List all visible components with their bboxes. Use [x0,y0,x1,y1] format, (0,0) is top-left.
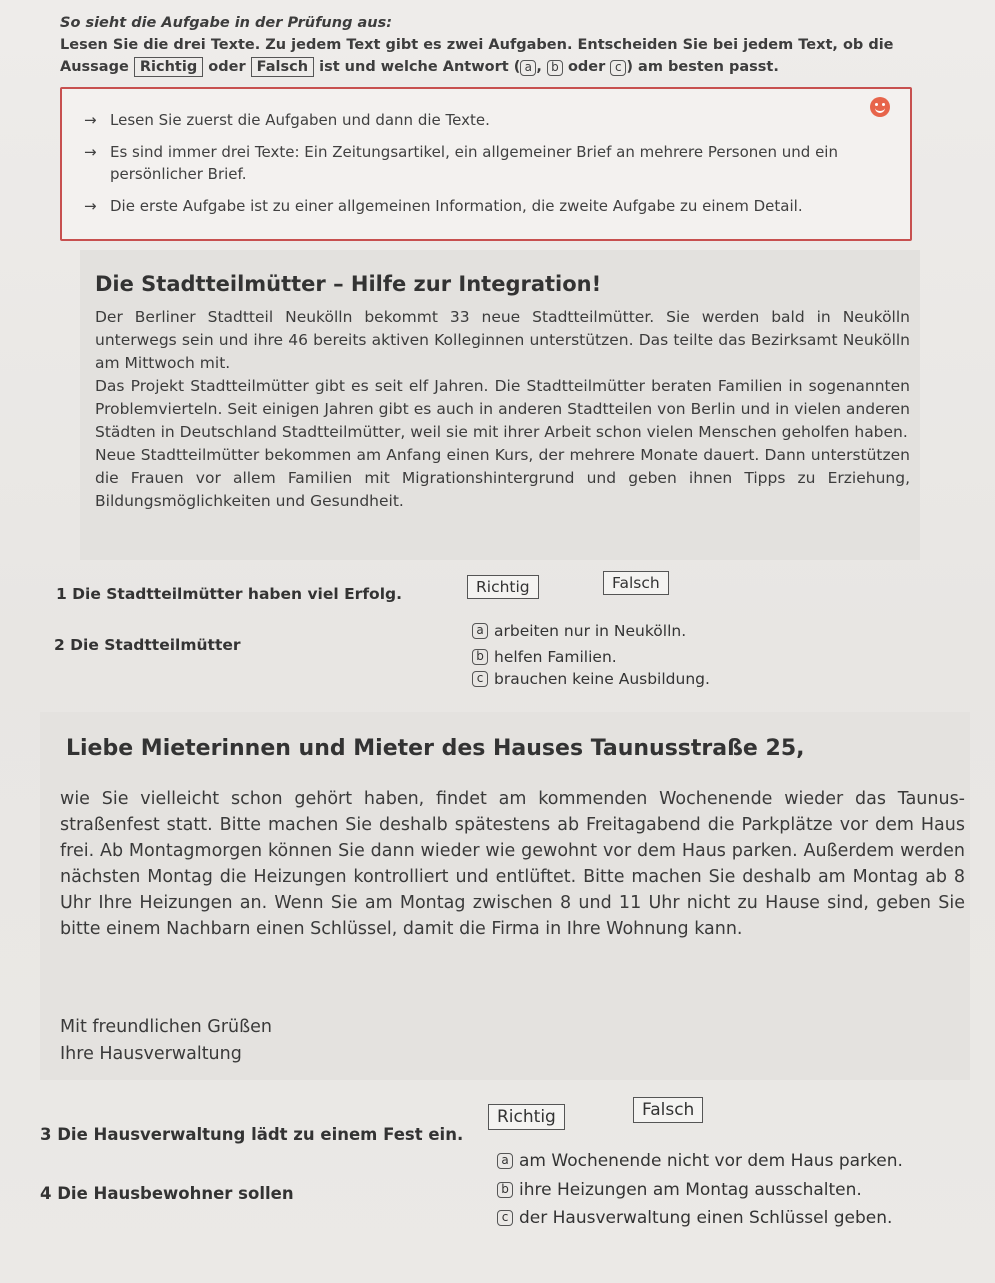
option-c-marker: c [610,60,626,76]
option-text: arbeiten nur in Neukölln. [494,622,687,640]
instr-text: oder [567,59,606,75]
instructions-heading: So sieht die Aufgabe in der Prüfung aus: [60,15,393,31]
article-body [95,306,910,513]
option-b-marker: b [497,1182,513,1198]
task-1-richtig-button[interactable]: Richtig [467,575,539,599]
article-paragraph: Das Projekt Stadtteilmütter gibt es seit elf Jahren. Die Stadtteilmütter beraten Familien in sogenannten Problemvierteln. Seit einigen Jahren gibt es auch in anderen Stadtteilen von Berlin und in vielen anderen Städten in Deutschland Stadtteilmütter, weil sie mit ihrer Arbeit schon vielen Menschen geholfen haben. [95,377,910,441]
tip-item [84,141,900,185]
letter-body [60,786,965,942]
option-text: ihre Heizungen am Montag ausschalten. [519,1180,862,1200]
task-1-falsch-button[interactable]: Falsch [603,571,669,595]
instr-text: ) am besten passt. [626,59,779,75]
tips-box [60,87,912,241]
article-paragraph: Neue Stadtteilmütter bekommen am Anfang einen Kurs, der mehrere Monate dauert. Dann unterstützen die Frauen vor allem Familien mit Migrationshintergrund und geben ihnen Tipps zu Erziehung, Bildungsmöglichkeiten und Gesundheit. [95,446,910,510]
option-b-marker: b [547,60,563,76]
letter-closing [60,1014,272,1068]
article-paragraph: Der Berliner Stadtteil Neukölln bekommt 33 neue Stadtteilmütter. Sie werden bald in Neukölln unterwegs sein und ihre 46 bereits aktiven Kolleginnen unterstützen. Das teilte das Bezirksamt Neukölln am Mittwoch mit. [95,308,910,372]
arrow-right-icon: → [84,197,97,215]
task-4-statement: 4 Die Hausbewohner sollen [40,1184,294,1203]
tip-text: Lesen Sie zuerst die Aufgaben und dann die Texte. [110,111,490,129]
falsch-box-word: Falsch [251,57,314,77]
tip-text: Die erste Aufgabe ist zu einer allgemeinen Information, die zweite Aufgabe zu einem Detail. [110,197,803,215]
option-a-marker: a [497,1153,513,1169]
option-a-marker: a [472,623,488,639]
task-2-option-b[interactable] [472,648,617,666]
option-text: brauchen keine Ausbildung. [494,670,710,688]
option-c-marker: c [472,671,488,687]
tip-item [84,109,900,131]
tip-text: Es sind immer drei Texte: Ein Zeitungsartikel, ein allgemeiner Brief an mehrere Personen und ein persönlicher Brief. [110,143,838,183]
task-4-option-c[interactable] [497,1208,892,1228]
instr-text: oder [208,59,246,75]
task-4-option-a[interactable] [497,1151,903,1171]
task-2-option-c[interactable] [472,670,710,688]
instructions [60,12,960,78]
instr-text: Aussage [60,59,129,75]
option-a-marker: a [520,60,536,76]
letter-title: Liebe Mieterinnen und Mieter des Hauses Taunusstraße 25, [66,736,805,761]
article-title: Die Stadtteilmütter – Hilfe zur Integration! [95,272,602,296]
letter-signature: Ihre Hausverwaltung [60,1044,242,1064]
richtig-box-word: Richtig [134,57,203,77]
instr-text: ist und welche Antwort ( [319,59,521,75]
option-text: helfen Familien. [494,648,617,666]
option-b-marker: b [472,649,488,665]
option-c-marker: c [497,1210,513,1226]
tip-item [84,195,900,217]
task-2-statement: 2 Die Stadtteilmütter [54,636,241,654]
task-4-option-b[interactable] [497,1180,862,1200]
letter-paragraph: wie Sie vielleicht schon gehört haben, findet am kommenden Wochenende wieder das Taunus-straßenfest statt. Bitte machen Sie deshalb spätestens ab Freitagabend die Parkplätze vor dem Haus frei. Ab Montagmorgen können Sie dann wieder wie gewohnt vor dem Haus parken. Außerdem werden nächsten Montag die Heizungen kontrolliert und entlüftet. Bitte machen Sie deshalb am Montag ab 8 Uhr Ihre Heizungen an. Wenn Sie am Montag zwischen 8 und 11 Uhr nicht zu Hause sind, geben Sie bitte einem Nachbarn einen Schlüssel, damit die Firma in Ihre Wohnung kann. [60,789,965,939]
instructions-line2: Aussage Richtig oder Falsch ist und welche Antwort ( a , b oder c ) am besten passt. [60,59,779,75]
option-text: der Hausverwaltung einen Schlüssel geben. [519,1208,893,1228]
task-3-statement: 3 Die Hausverwaltung lädt zu einem Fest ein. [40,1125,464,1144]
task-2-option-a[interactable] [472,622,686,640]
tips-list [62,89,910,217]
option-text: am Wochenende nicht vor dem Haus parken. [519,1151,903,1171]
arrow-right-icon: → [84,143,97,161]
arrow-right-icon: → [84,111,97,129]
letter-greeting: Mit freundlichen Grüßen [60,1017,272,1037]
task-1-statement: 1 Die Stadtteilmütter haben viel Erfolg. [56,585,403,603]
task-3-richtig-button[interactable]: Richtig [488,1104,565,1130]
task-3-falsch-button[interactable]: Falsch [633,1097,703,1123]
instructions-line1: Lesen Sie die drei Texte. Zu jedem Text gibt es zwei Aufgaben. Entscheiden Sie bei jedem Text, ob die [60,37,894,53]
